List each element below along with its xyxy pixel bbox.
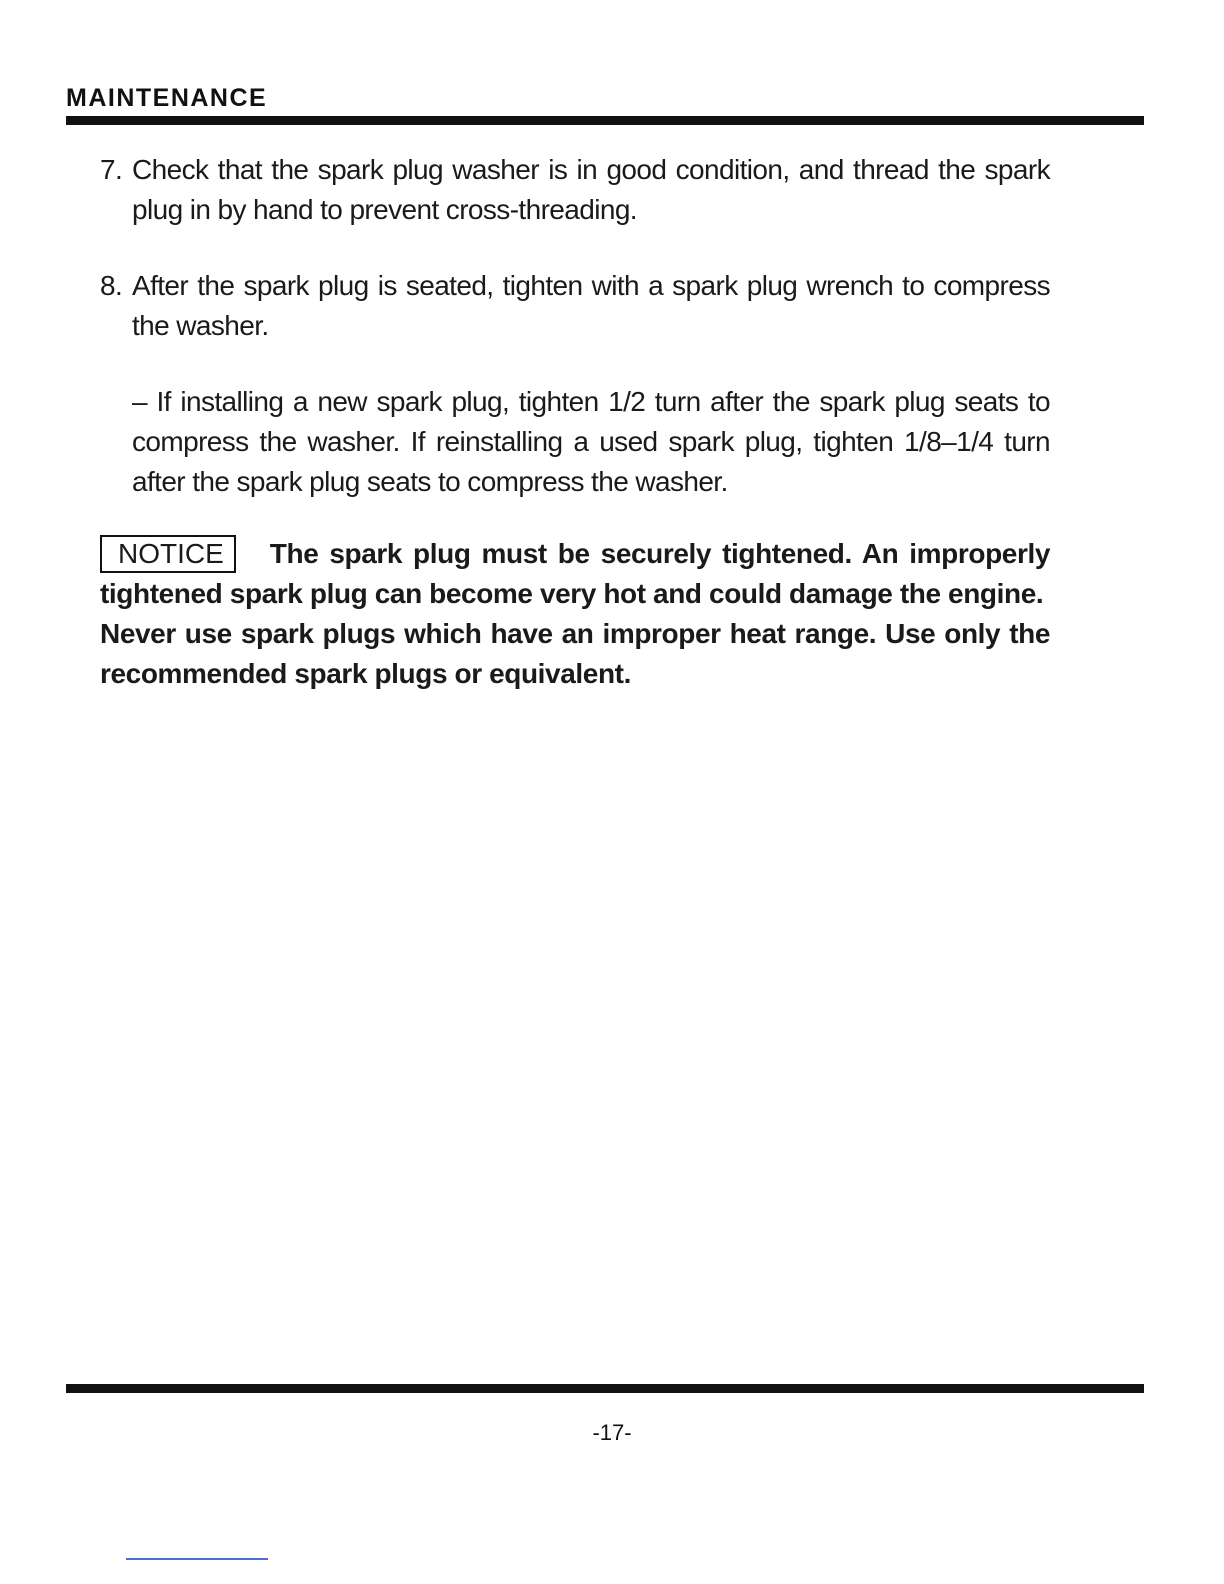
page-number: -17-: [592, 1420, 632, 1445]
step-number: 8.: [100, 270, 123, 301]
footer-mark: [126, 1558, 268, 1560]
header-divider: [66, 116, 1144, 125]
notice-text: The spark plug must be securely tightened. An improperly tightened spark plug can become very hot and could damage the engine.: [100, 538, 1050, 609]
tightening-note: – If installing a new spark plug, tighten 1/2 turn after the spark plug seats to compress the washer. If reinstalling a used spark plug, tighten 1/8–1/4 turn after the spark plug seats to compress the washer.: [132, 386, 1050, 497]
step-text: After the spark plug is seated, tighten with a spark plug wrench to compress the washer.: [132, 270, 1050, 341]
step-number: 7.: [100, 154, 123, 185]
step-text: Check that the spark plug washer is in good condition, and thread the spark plug in by hand to prevent cross-threading.: [132, 154, 1050, 225]
notice-block: [100, 534, 1050, 694]
notice-badge: NOTICE: [100, 535, 236, 573]
step-7: [100, 150, 1050, 230]
step-8: [100, 266, 1050, 346]
notice-paragraph-2: Never use spark plugs which have an improper heat range. Use only the recommended spark plugs or equivalent.: [100, 618, 1050, 689]
footer-divider: [66, 1384, 1144, 1393]
section-title: MAINTENANCE: [66, 84, 268, 112]
notice-paragraph: [100, 534, 1050, 614]
